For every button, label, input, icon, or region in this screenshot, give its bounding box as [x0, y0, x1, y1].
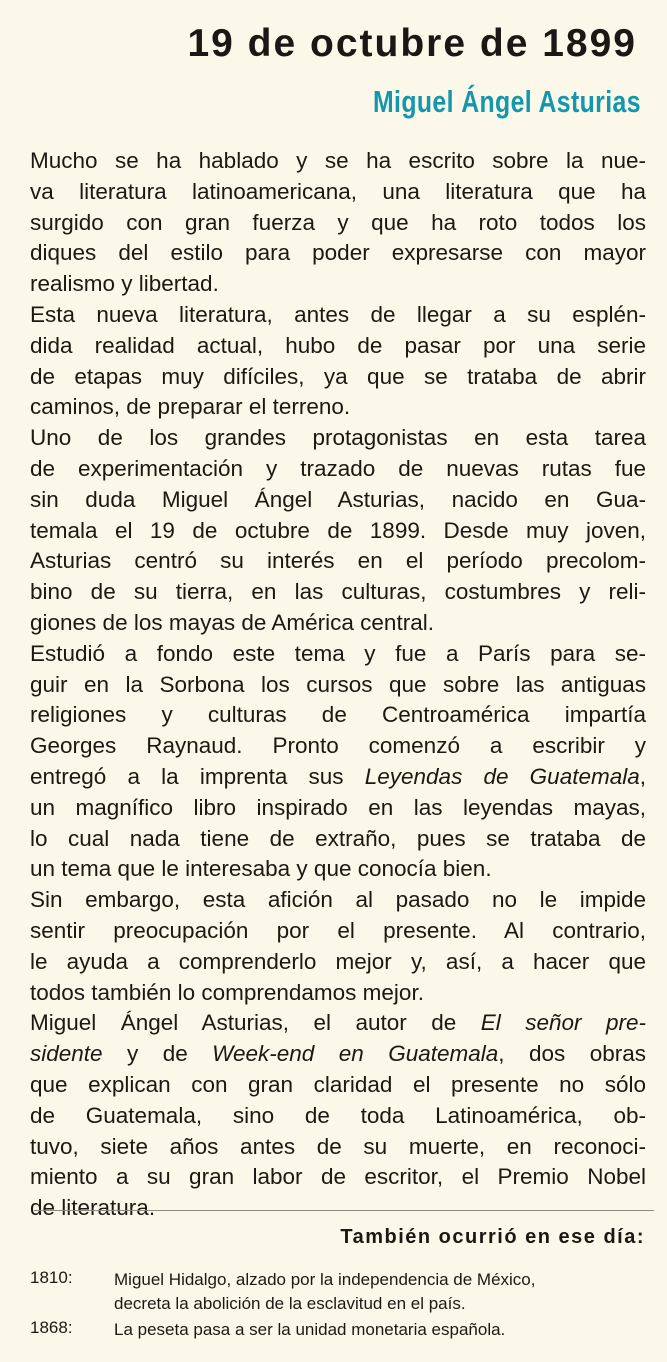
article-line	[30, 454, 646, 485]
event-description	[114, 1268, 655, 1316]
event-description-line: La peseta pasa a ser la unidad monetaria española.	[114, 1320, 506, 1339]
line-text: Asturias centró su interés en el período precolom-	[30, 548, 646, 574]
line-text: Mucho se ha hablado y se ha escrito sobre la nue-	[30, 148, 646, 173]
line-text: diques del estilo para poder expresarse con mayor	[30, 240, 646, 266]
italic-title-text: sidente	[30, 1041, 103, 1067]
article-line	[30, 392, 646, 423]
event-item	[30, 1268, 655, 1316]
line-text: de literatura.	[30, 1195, 156, 1221]
article-line	[30, 300, 646, 331]
line-text: guir en la Sorbona los cursos que sobre las antiguas	[30, 671, 646, 697]
line-text: todos también lo comprendamos mejor.	[30, 979, 424, 1005]
article-line	[30, 670, 646, 701]
date-title: 19 de octubre de 1899	[187, 22, 637, 65]
line-text: , dos obras	[498, 1041, 646, 1067]
article-line	[30, 362, 646, 393]
line-text: bino de su tierra, en las culturas, costumbres y reli-	[30, 579, 646, 605]
article-line	[30, 1039, 646, 1070]
line-text: giones de los mayas de América central.	[30, 609, 434, 635]
event-item	[30, 1318, 655, 1342]
article-body	[30, 146, 646, 1224]
line-text: le ayuda a comprenderlo mejor y, así, a hacer que	[30, 948, 646, 974]
line-text: religiones y culturas de Centroamérica impartía	[30, 702, 646, 728]
article-line	[30, 1193, 646, 1224]
line-text: Georges Raynaud. Pronto comenzó a escribir y	[30, 733, 646, 759]
article-line	[30, 1162, 646, 1193]
article-line	[30, 1101, 646, 1132]
event-description-line: Miguel Hidalgo, alzado por la independencia de México,	[114, 1270, 536, 1289]
article-line	[30, 546, 646, 577]
event-year: 1868:	[30, 1318, 73, 1337]
line-text: Sin embargo, esta afición al pasado no le impide	[30, 887, 646, 913]
event-description-line: decreta la abolición de la esclavitud en el país.	[114, 1294, 466, 1313]
events-list	[30, 1268, 655, 1344]
italic-title-text: El señor pre-	[480, 1010, 646, 1036]
line-text: temala el 19 de octubre de 1899. Desde muy joven,	[30, 517, 646, 543]
article-line	[30, 208, 646, 239]
line-text: entregó a la imprenta sus	[30, 763, 365, 789]
line-text: tuvo, siete años antes de su muerte, en reconoci-	[30, 1133, 646, 1159]
line-text: realismo y libertad.	[30, 271, 219, 297]
article-line	[30, 423, 646, 454]
line-text: dida realidad actual, hubo de pasar por una serie	[30, 332, 646, 358]
article-line	[30, 978, 646, 1009]
line-text: surgido con gran fuerza y que ha roto todos los	[30, 209, 646, 235]
article-line	[30, 331, 646, 362]
article-line	[30, 238, 646, 269]
line-text: un tema que le interesaba y que conocía bien.	[30, 856, 492, 882]
line-text: sin duda Miguel Ángel Asturias, nacido en Gua-	[30, 486, 646, 512]
article-line	[30, 608, 646, 639]
line-text: Uno de los grandes protagonistas en esta tarea	[30, 425, 646, 451]
line-text: y de	[102, 1041, 213, 1067]
line-text: Miguel Ángel Asturias, el autor de	[30, 1010, 481, 1036]
article-line	[30, 854, 646, 885]
italic-title-text: Leyendas de Guatemala	[364, 763, 640, 789]
article-line	[30, 1070, 646, 1101]
article-line	[30, 762, 646, 793]
event-description	[114, 1318, 655, 1342]
line-text: de Guatemala, sino de toda Latinoamérica, ob-	[30, 1102, 646, 1128]
article-line	[30, 947, 646, 978]
article-line	[30, 146, 646, 177]
article-line	[30, 916, 646, 947]
line-text: sentir preocupación por el presente. Al contrario,	[30, 917, 646, 943]
article-line	[30, 577, 646, 608]
italic-title-text: Week-end en Guatemala	[212, 1041, 499, 1067]
line-text: de etapas muy difíciles, ya que se trataba de abrir	[30, 363, 646, 389]
line-text: Esta nueva literatura, antes de llegar a su esplén-	[30, 301, 646, 327]
article-line	[30, 885, 646, 916]
also-happened-heading: También ocurrió en ese día:	[340, 1226, 645, 1248]
article-line	[30, 269, 646, 300]
line-text: miento a su gran labor de escritor, el Premio Nobel	[30, 1164, 646, 1190]
line-text: de experimentación y trazado de nuevas rutas fue	[30, 455, 646, 481]
article-line	[30, 824, 646, 855]
article-line	[30, 516, 646, 547]
article-line	[30, 485, 646, 516]
section-divider	[34, 1210, 654, 1211]
line-text: lo cual nada tiene de extraño, pues se trataba de	[30, 825, 646, 851]
event-year: 1810:	[30, 1268, 73, 1287]
article-line	[30, 793, 646, 824]
article-line	[30, 731, 646, 762]
line-text: un magnífico libro inspirado en las leyendas mayas,	[30, 794, 646, 820]
article-line	[30, 1132, 646, 1163]
line-text: va literatura latinoamericana, una literatura que ha	[30, 178, 646, 204]
article-line	[30, 1008, 646, 1039]
article-line	[30, 177, 646, 208]
line-text: que explican con gran claridad el presente no sólo	[30, 1071, 646, 1097]
line-text: ,	[639, 763, 646, 789]
article-line	[30, 639, 646, 670]
author-name: Miguel Ángel Asturias	[373, 84, 641, 119]
line-text: Estudió a fondo este tema y fue a París para se-	[30, 640, 646, 666]
article-line	[30, 700, 646, 731]
line-text: caminos, de preparar el terreno.	[30, 394, 351, 420]
